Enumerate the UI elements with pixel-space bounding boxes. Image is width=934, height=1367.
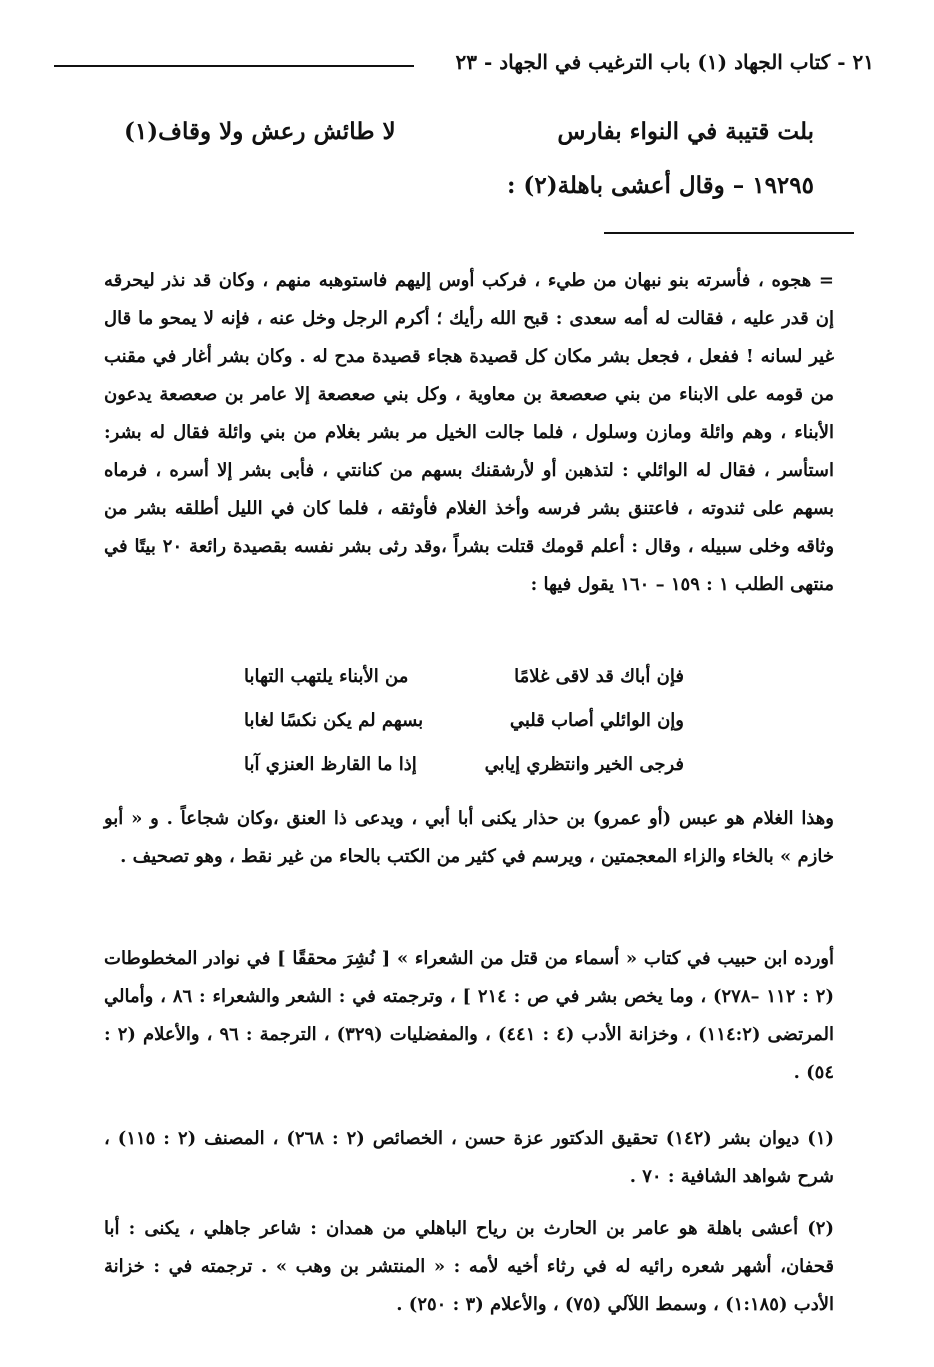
verse-line bbox=[124, 118, 814, 154]
footnote-divider bbox=[604, 232, 854, 234]
poem-block bbox=[244, 666, 684, 798]
footnote-continuation-paragraph: = هجوه ، فأسرته بنو نبهان من طيء ، فركب أوس إليهم فاستوهبه منهم ، وكان قد نذر ليحرقه إن قدر عليه ، فقالت له أمه سعدى : قبح الله رأيك ؛ أكرم الرجل وخل عنه ، فإنه لا يمحو ما قال غير لسانه ! ففعل ، فجعل بشر مكان كل قصيدة هجاء قصيدة مدح له . وكان بشر أغار في مقنب من قومه على الابناء من بني صعصعة بن معاوية ، وكل بني صعصعة إلا عامر بن صعصعة يدعون الأبناء ، وهم وائلة ومازن وسلول ، فلما جالت الخيل مر بشر بغلام من بني وائلة فقال له بشر: استأسر ، فقال له الوائلي : لتذهبن أو لأرشقنك بسهم من كنانتي ، فأبى بشر إلا أسره ، فرماه بسهم على ثندوته ، فاعتنق بشر فرسه وأخذ الغلام فأوثقه ، فلما كان في الليل أطلقه بشر من وثاقه وخلى سبيله ، وقال : أعلم قومك قتلت بشراً ،وقد رثى بشر نفسه بقصيدة رائعة ٢٠ بيتًا في منتهى الطلب ١ : ١٥٩ – ١٦٠ يقول فيها : bbox=[104, 270, 835, 595]
entry-heading: ١٩٢٩٥ – وقال أعشى باهلة(٢) : bbox=[506, 172, 814, 199]
note-paragraph: وهذا الغلام هو عبس (أو عمرو) بن حذار يكنى أبا أبي ، ويدعى ذا العنق ،وكان شجاعاً . و « أبو خازم » بالخاء والزاء المعجمتين ، ويرسم في كثير من الكتب بالحاء من غير نقط ، وهو تصحيف . bbox=[104, 808, 834, 867]
poem-hemistich-second: بسهم لم يكن نكسًا لغابا bbox=[244, 710, 424, 731]
footnote-1: (١) ديوان بشر (١٤٢) تحقيق الدكتور عزة حسن ، الخصائص (٢ : ٢٦٨) ، المصنف (٢ : ١١٥) ، شرح شواهد الشافية : ٧٠ . bbox=[104, 1128, 835, 1187]
running-title: ٢١ - كتاب الجهاد (١) باب الترغيب في الجهاد - ٢٣ bbox=[455, 50, 874, 74]
verse-hemistich-first: بلت قتيبة في النواء بفارس bbox=[557, 118, 814, 145]
sources-paragraph: أورده ابن حبيب في كتاب « أسماء من قتل من الشعراء » [ نُشِرَ محققًا ] في نوادر المخطوطات (٢ : ١١٢ –٢٧٨) ، وما يخص بشر في ص : ٢١٤ ] ، وترجمته في : الشعر والشعراء : ٨٦ ، وأمالي المرتضى (١١٤:٢) ، وخزانة الأدب (٤ : ٤٤١) ، والمفضليات (٣٢٩) ، الترجمة : ٩٦ ، والأعلام (٢ : ٥٤) . bbox=[104, 948, 834, 1083]
poem-hemistich-first: وإن الوائلي أصاب قلبي bbox=[509, 710, 684, 731]
poem-hemistich-second: من الأبناء يلتهب التهابا bbox=[244, 666, 409, 687]
header-rule bbox=[54, 65, 414, 67]
poem-hemistich-first: فإن أباك قد لاقى غلامًا bbox=[514, 666, 684, 687]
poem-hemistich-second: إذا ما القارظ العنزي آبا bbox=[244, 754, 417, 775]
poem-verse bbox=[244, 710, 684, 754]
poem-verse bbox=[244, 666, 684, 710]
verse-hemistich-second: لا طائش رعش ولا وقاف(١) bbox=[124, 118, 396, 145]
footnote-2: (٢) أعشى باهلة هو عامر بن الحارث بن رياح الباهلي من همدان : شاعر جاهلي ، يكنى : أبا قحفان، أشهر شعره رائيه له في رثاء أخيه لأمه : « المنتشر بن وهب » . ترجمته في : خزانة الأدب (١:١٨٥) ، وسمط اللآلي (٧٥) ، والأعلام (٣ : ٢٥٠) . bbox=[104, 1218, 834, 1315]
page-header bbox=[54, 50, 874, 78]
poem-verse bbox=[244, 754, 684, 798]
poem-hemistich-first: فرجى الخير وانتظري إيابي bbox=[484, 754, 684, 775]
